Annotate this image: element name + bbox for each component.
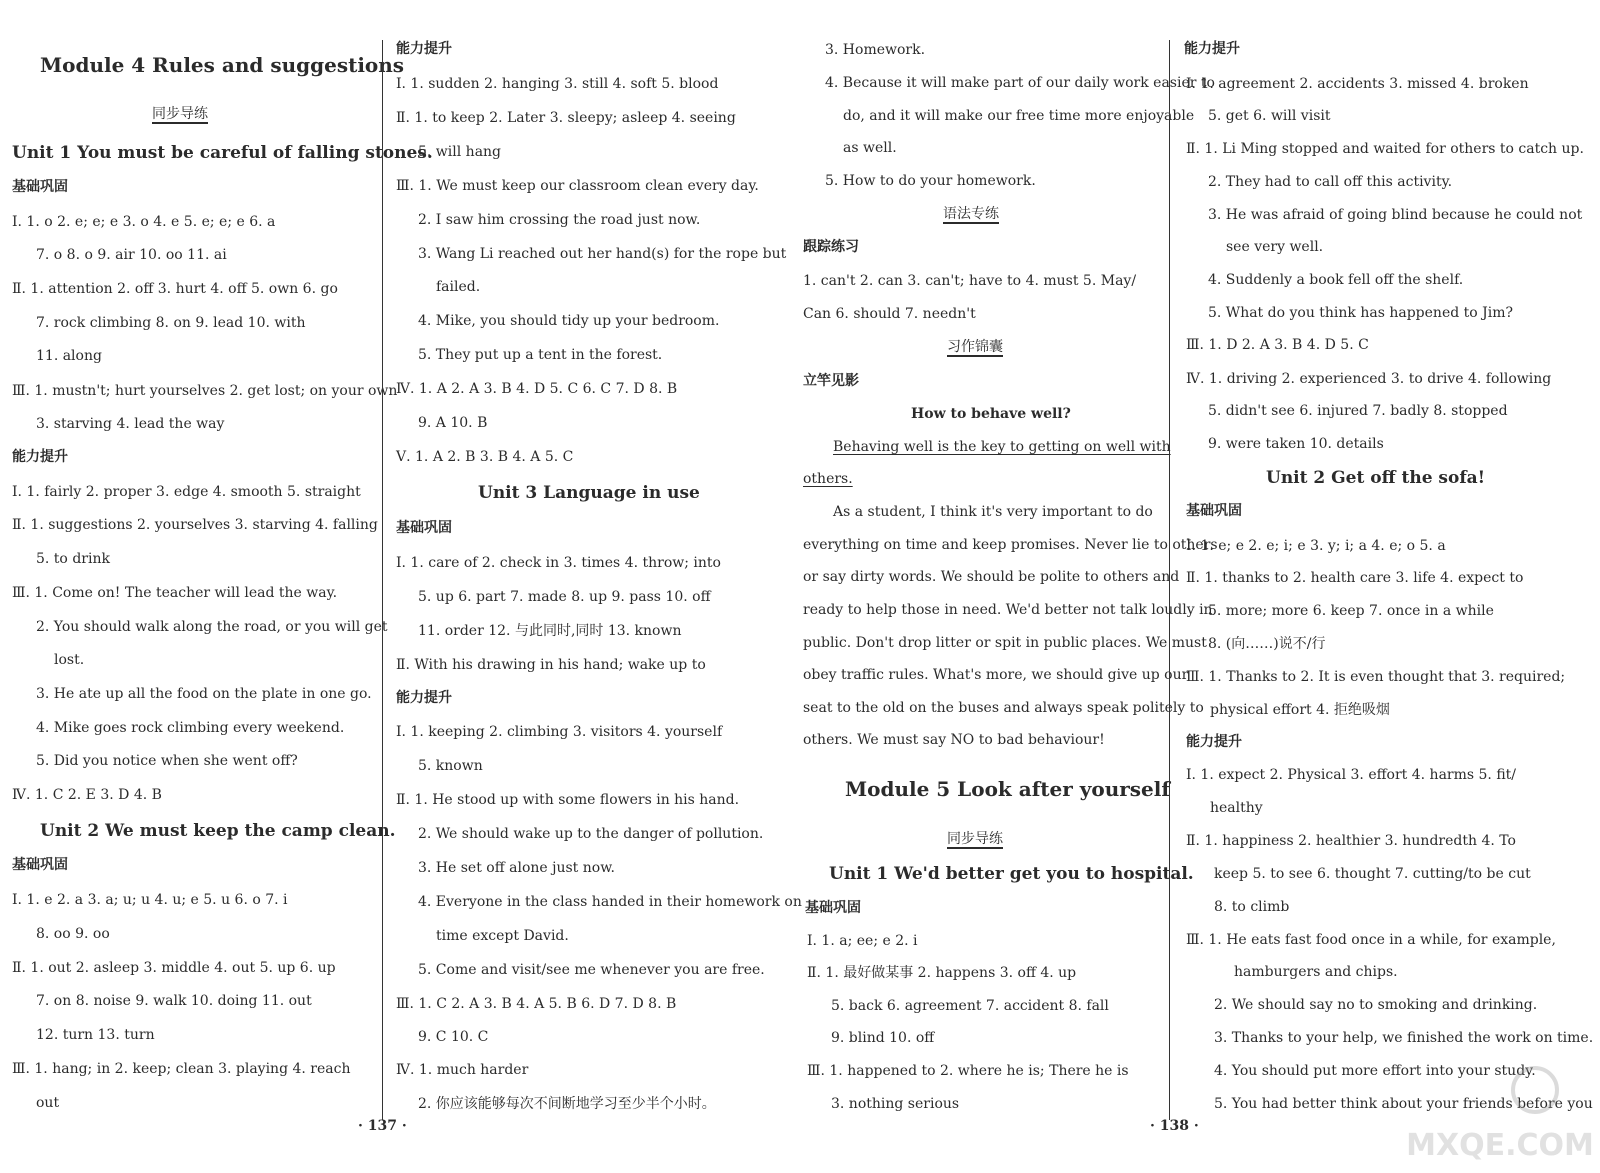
- answer-line: 5. Did you notice when she went off?: [36, 753, 298, 769]
- answer-line: Ⅰ. 1. fairly 2. proper 3. edge 4. smooth 5. straight: [12, 484, 361, 500]
- section-heading: 语法专练: [943, 206, 999, 222]
- section-heading: 习作锦囊: [947, 339, 1003, 355]
- watermark-logo-icon: [1400, 1060, 1600, 1170]
- answer-line: 3. He was afraid of going blind because he could not: [1208, 207, 1583, 223]
- answer-line: 2. We should wake up to the danger of pollution.: [418, 826, 764, 842]
- section-heading: 同步导练: [152, 106, 208, 122]
- answer-line: Ⅲ. 1. D 2. A 3. B 4. D 5. C: [1186, 337, 1369, 353]
- section-heading: Unit 1 We'd better get you to hospital.: [829, 864, 1194, 884]
- answer-line: Ⅰ. 1. a; ee; e 2. i: [807, 933, 918, 949]
- answer-line: Ⅰ. 1. expect 2. Physical 3. effort 4. harms 5. fit/: [1186, 767, 1517, 783]
- section-heading: 能力提升: [1184, 41, 1240, 57]
- answer-line: others. We must say NO to bad behaviour!: [803, 732, 1105, 748]
- answer-line: others.: [803, 471, 853, 487]
- section-heading: 能力提升: [1186, 734, 1242, 750]
- answer-line: 8. to climb: [1214, 899, 1290, 915]
- answer-line: lost.: [54, 652, 85, 668]
- answer-line: Ⅰ. 1. o 2. e; e; e 3. o 4. e 5. e; e; e 6. a: [12, 214, 276, 230]
- answer-line: 5. They put up a tent in the forest.: [418, 347, 663, 363]
- section-heading: 立竿见影: [803, 373, 859, 389]
- section-heading: 基础巩固: [12, 857, 68, 873]
- section-heading: Module 5 Look after yourself: [845, 777, 1170, 801]
- answer-line: Ⅱ. 1. 最好做某事 2. happens 3. off 4. up: [807, 965, 1077, 981]
- answer-line: Ⅰ. 1. agreement 2. accidents 3. missed 4. broken: [1186, 76, 1529, 92]
- answer-line: keep 5. to see 6. thought 7. cutting/to be cut: [1214, 866, 1531, 882]
- answer-line: 5. back 6. agreement 7. accident 8. fall: [831, 998, 1109, 1014]
- answer-line: 4. Everyone in the class handed in their homework on: [418, 894, 802, 910]
- page-number-left: · 137 ·: [358, 1118, 407, 1134]
- answer-line: Can 6. should 7. needn't: [803, 306, 976, 322]
- answer-line: 5. will hang: [418, 144, 502, 160]
- answer-line: 3. starving 4. lead the way: [36, 416, 225, 432]
- section-heading: Module 4 Rules and suggestions: [40, 53, 405, 77]
- section-heading: Unit 2 We must keep the camp clean.: [40, 821, 396, 841]
- answer-line: 8. (向……)说不/行: [1208, 636, 1326, 652]
- answer-line: As a student, I think it's very important to do: [833, 504, 1153, 520]
- answer-line: Ⅲ. 1. happened to 2. where he is; There he is: [807, 1063, 1129, 1079]
- answer-line: Ⅱ. 1. suggestions 2. yourselves 3. starving 4. falling: [12, 517, 378, 533]
- answer-line: 9. were taken 10. details: [1208, 436, 1384, 452]
- answer-line: healthy: [1210, 800, 1263, 816]
- answer-line: hamburgers and chips.: [1234, 964, 1398, 980]
- answer-line: Ⅳ. 1. much harder: [396, 1062, 529, 1078]
- answer-line: see very well.: [1226, 239, 1324, 255]
- column-divider-1: [382, 40, 383, 1120]
- answer-line: failed.: [436, 279, 481, 295]
- section-heading: 能力提升: [396, 690, 452, 706]
- answer-line: physical effort 4. 拒绝吸烟: [1210, 702, 1390, 718]
- answer-line: 4. Mike, you should tidy up your bedroom.: [418, 313, 720, 329]
- answer-line: 5. You had better think about your friends before you: [1214, 1096, 1593, 1112]
- answer-line: 5. get 6. will visit: [1208, 108, 1331, 124]
- answer-line: 11. along: [36, 348, 102, 364]
- answer-line: Ⅱ. 1. attention 2. off 3. hurt 4. off 5. own 6. go: [12, 281, 338, 297]
- answer-line: Ⅱ. With his drawing in his hand; wake up to: [396, 657, 706, 673]
- answer-line: 2. I saw him crossing the road just now.: [418, 212, 701, 228]
- section-heading: 能力提升: [396, 41, 452, 57]
- answer-line: 3. He ate up all the food on the plate in one go.: [36, 686, 372, 702]
- answer-line: Ⅲ. 1. mustn't; hurt yourselves 2. get lost; on your own: [12, 383, 398, 399]
- answer-line: 5. more; more 6. keep 7. once in a while: [1208, 603, 1494, 619]
- answer-line: Behaving well is the key to getting on well with: [833, 439, 1171, 455]
- answer-line: 4. Suddenly a book fell off the shelf.: [1208, 272, 1464, 288]
- answer-line: seat to the old on the buses and always speak politely to: [803, 700, 1204, 716]
- answer-line: Ⅲ. 1. He eats fast food once in a while, for example,: [1186, 932, 1556, 948]
- answer-line: Ⅰ. 1. e 2. a 3. a; u; u 4. u; e 5. u 6. o 7. i: [12, 892, 288, 908]
- answer-line: Ⅰ. 1. keeping 2. climbing 3. visitors 4. yourself: [396, 724, 723, 740]
- section-heading: 能力提升: [12, 449, 68, 465]
- answer-line: 5. to drink: [36, 551, 110, 567]
- answer-line: 5. Come and visit/see me whenever you are free.: [418, 962, 765, 978]
- answer-line: Ⅴ. 1. A 2. B 3. B 4. A 5. C: [396, 449, 574, 465]
- answer-line: 3. He set off alone just now.: [418, 860, 615, 876]
- answer-line: 7. on 8. noise 9. walk 10. doing 11. out: [36, 993, 312, 1009]
- answer-line: Ⅲ. 1. hang; in 2. keep; clean 3. playing 4. reach: [12, 1061, 351, 1077]
- answer-line: Ⅰ. 1. sudden 2. hanging 3. still 4. soft 5. blood: [396, 76, 719, 92]
- answer-line: obey traffic rules. What's more, we should give up our: [803, 667, 1189, 683]
- section-heading: 基础巩固: [12, 179, 68, 195]
- answer-line: as well.: [843, 140, 897, 156]
- watermark-text: MXQE.COM: [1406, 1128, 1594, 1163]
- answer-line: 4. Because it will make part of our daily work easier to: [825, 75, 1215, 91]
- answer-line: 2. 你应该能够每次不间断地学习至少半个小时。: [418, 1096, 716, 1112]
- answer-line: 2. You should walk along the road, or you will get: [36, 619, 388, 635]
- answer-line: out: [36, 1095, 60, 1111]
- answer-line: or say dirty words. We should be polite to others and: [803, 569, 1180, 585]
- answer-line: Ⅲ. 1. Come on! The teacher will lead the way.: [12, 585, 338, 601]
- answer-line: 9. A 10. B: [418, 415, 488, 431]
- answer-line: Ⅱ. 1. He stood up with some flowers in his hand.: [396, 792, 740, 808]
- answer-line: Ⅱ. 1. happiness 2. healthier 3. hundredth 4. To: [1186, 833, 1516, 849]
- answer-line: Ⅱ. 1. out 2. asleep 3. middle 4. out 5. up 6. up: [12, 960, 336, 976]
- answer-line: 7. rock climbing 8. on 9. lead 10. with: [36, 315, 306, 331]
- answer-line: 3. Homework.: [825, 42, 926, 58]
- answer-line: 2. We should say no to smoking and drinking.: [1214, 997, 1538, 1013]
- section-heading: Unit 1 You must be careful of falling stones.: [12, 143, 433, 163]
- section-heading: 同步导练: [947, 831, 1003, 847]
- answer-line: Ⅳ. 1. driving 2. experienced 3. to drive 4. following: [1186, 371, 1552, 387]
- section-heading: 基础巩固: [805, 900, 861, 916]
- answer-line: Ⅳ. 1. A 2. A 3. B 4. D 5. C 6. C 7. D 8. B: [396, 381, 678, 397]
- answer-line: 5. up 6. part 7. made 8. up 9. pass 10. off: [418, 589, 711, 605]
- answer-line: 9. blind 10. off: [831, 1030, 935, 1046]
- answer-line: 2. They had to call off this activity.: [1208, 174, 1453, 190]
- answer-line: everything on time and keep promises. Never lie to others: [803, 537, 1218, 553]
- answer-line: 3. Wang Li reached out her hand(s) for the rope but: [418, 246, 787, 262]
- section-heading: Unit 2 Get off the sofa!: [1266, 468, 1486, 488]
- answer-line: 12. turn 13. turn: [36, 1027, 155, 1043]
- answer-line: 1. can't 2. can 3. can't; have to 4. must 5. May/: [803, 273, 1137, 289]
- answer-line: 4. Mike goes rock climbing every weekend.: [36, 720, 345, 736]
- answer-line: 7. o 8. o 9. air 10. oo 11. ai: [36, 247, 227, 263]
- page-number-right: · 138 ·: [1150, 1118, 1199, 1134]
- answer-line: 8. oo 9. oo: [36, 926, 110, 942]
- answer-line: 3. Thanks to your help, we finished the work on time.: [1214, 1030, 1594, 1046]
- answer-line: do, and it will make our free time more enjoyable: [843, 108, 1195, 124]
- section-heading: 基础巩固: [396, 520, 452, 536]
- answer-line: Ⅲ. 1. C 2. A 3. B 4. A 5. B 6. D 7. D 8. B: [396, 996, 677, 1012]
- answer-line: 5. What do you think has happened to Jim?: [1208, 305, 1514, 321]
- answer-line: 5. known: [418, 758, 483, 774]
- answer-line: 5. didn't see 6. injured 7. badly 8. stopped: [1208, 403, 1508, 419]
- answer-line: Ⅱ. 1. Li Ming stopped and waited for others to catch up.: [1186, 141, 1584, 157]
- answer-line: Ⅳ. 1. C 2. E 3. D 4. B: [12, 787, 162, 803]
- answer-line: 11. order 12. 与此同时,同时 13. known: [418, 623, 682, 639]
- answer-line: Ⅱ. 1. to keep 2. Later 3. sleepy; asleep 4. seeing: [396, 110, 736, 126]
- answer-line: Ⅲ. 1. We must keep our classroom clean every day.: [396, 178, 759, 194]
- answer-line: 5. How to do your homework.: [825, 173, 1036, 189]
- column-divider-2: [1169, 40, 1170, 1120]
- answer-line: 4. You should put more effort into your study.: [1214, 1063, 1536, 1079]
- answer-line: public. Don't drop litter or spit in public places. We must: [803, 635, 1207, 651]
- section-heading: 基础巩固: [1186, 503, 1242, 519]
- answer-line: time except David.: [436, 928, 569, 944]
- section-heading: How to behave well?: [911, 406, 1071, 422]
- answer-line: Ⅰ. 1. care of 2. check in 3. times 4. throw; into: [396, 555, 721, 571]
- answer-line: Ⅲ. 1. Thanks to 2. It is even thought that 3. required;: [1186, 669, 1566, 685]
- answer-line: 9. C 10. C: [418, 1029, 489, 1045]
- answer-line: Ⅰ. 1. e; e 2. e; i; e 3. y; i; a 4. e; o 5. a: [1186, 538, 1446, 554]
- answer-line: Ⅱ. 1. thanks to 2. health care 3. life 4. expect to: [1186, 570, 1524, 586]
- section-heading: Unit 3 Language in use: [478, 483, 700, 503]
- section-heading: 跟踪练习: [803, 239, 859, 255]
- answer-line: 3. nothing serious: [831, 1096, 960, 1112]
- answer-line: ready to help those in need. We'd better not talk loudly in: [803, 602, 1213, 618]
